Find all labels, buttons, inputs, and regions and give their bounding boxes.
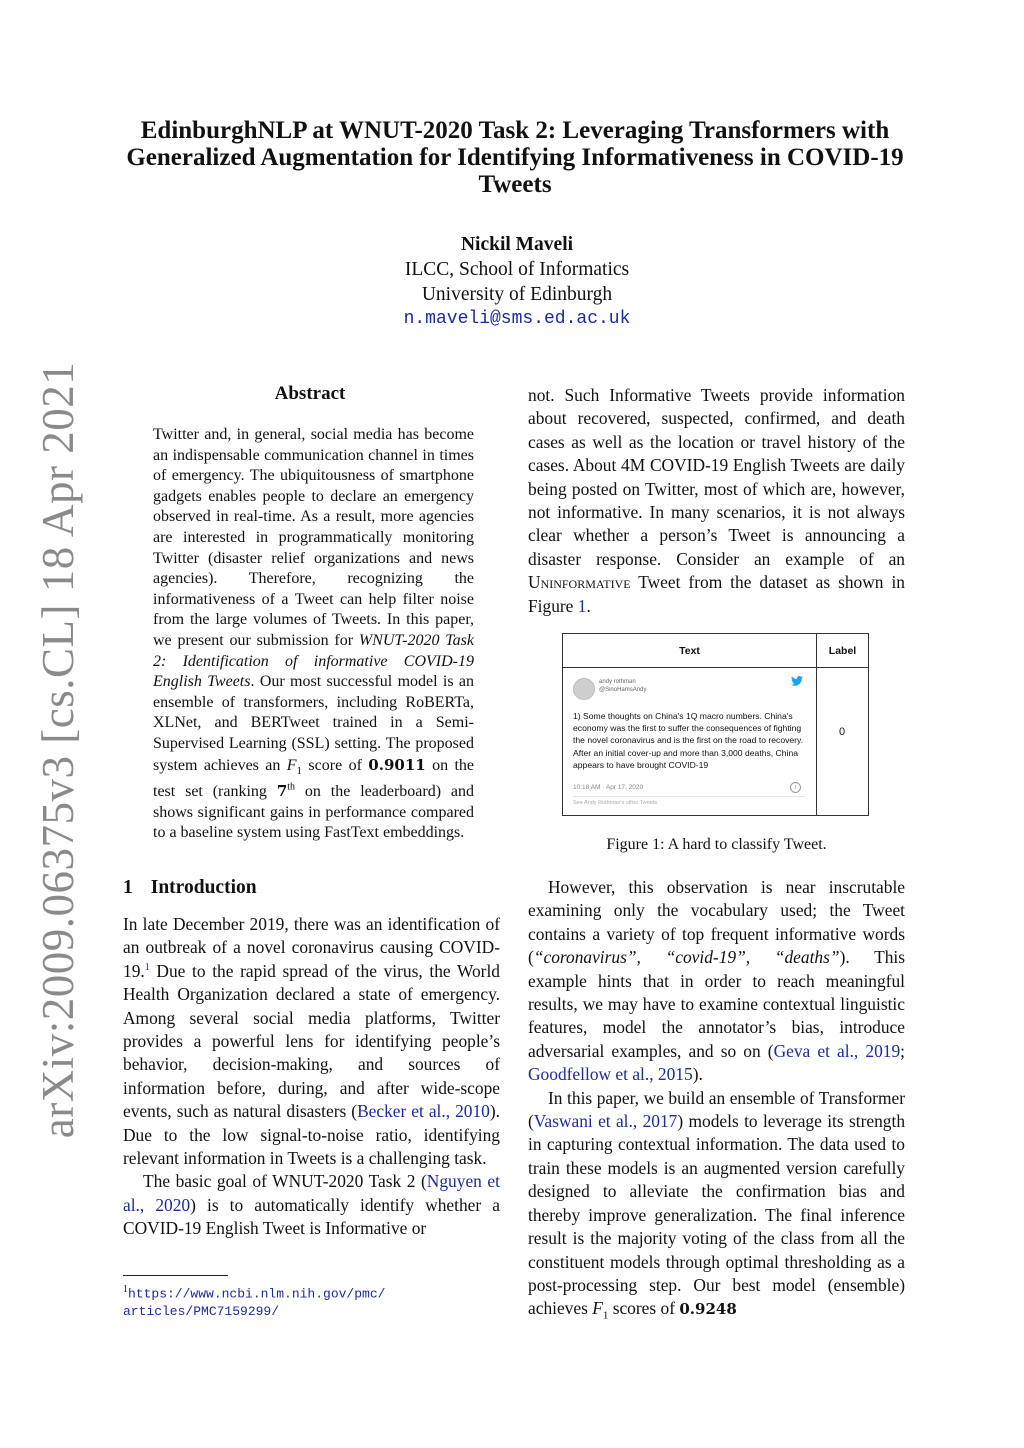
author-name: Nickil Maveli: [460, 234, 574, 255]
section-heading-introduction: [123, 877, 257, 899]
intro-left-column: [123, 913, 500, 1241]
intro-paragraph-1: [123, 913, 500, 1170]
table-label-value: 0: [838, 726, 846, 738]
section-number: 1: [123, 877, 133, 898]
tweet-user: [599, 678, 646, 694]
footnote-url-line-1[interactable]: https://www.ncbi.nlm.nih.gov/pmc/: [128, 1286, 386, 1302]
paragraph-text: In late December 2019, there was an identification of an outbreak of a novel coronavirus causing COVID-19.: [123, 914, 500, 981]
f1-subscript: 1: [602, 1309, 609, 1322]
tweet-user-handle: @SinoHamsAndy: [599, 687, 647, 693]
paragraph-text: The basic goal of WNUT-2020 Task 2 (: [143, 1171, 427, 1192]
paragraph-text: ) is to automatically identify whether a COVID-19 English Tweet is Informative or: [123, 1194, 500, 1239]
right-column-bottom: [528, 876, 905, 1328]
paragraph-text: Due to the rapid spread of the virus, the World Health Organization declared a state of emergency. Among several social media platforms, Twitter provides a powerful lens for identifying people’s behavior, decision-making, and sources of information before, during, and after wide-scope events, such as natural disasters (: [123, 960, 500, 1122]
paragraph-however: [528, 876, 905, 1087]
abstract-text: on the test set (ranking: [153, 756, 475, 801]
paragraph-text: ) models to leverage its strength in capturing contextual information. The data used to train these models is an augmented version carefully designed to alleviate the confirmation bias and thereby improve generalization. The final inference result is the majority voting of the class from all the constituent models through optimal thresholding as a post-processing step. Our best model (ensemble) achieves: [528, 1111, 906, 1319]
figure-ref-link[interactable]: 1: [577, 595, 587, 616]
uninformative-term: Uninformative: [528, 572, 631, 593]
table-header-text: Text: [563, 634, 816, 668]
tweet-footer: See Andy Rothman's other Tweets: [573, 800, 658, 806]
abstract-text: Twitter and, in general, social media has become an indispensable communication channel in times of emergency. The ubiquitousness of smartphone gadgets enables people to declare an emergency observed in real-time. As a result, more agencies are interested in programmatically monitoring Twitter (disaster relief organizations and news agencies). Therefore, recognizing the informativeness of a Tweet can help filter noise from the large volumes of Tweets. In this paper, we present our submission for: [153, 426, 474, 649]
citation-link[interactable]: Nguyen et al., 2020: [123, 1171, 500, 1215]
info-icon: i: [790, 782, 801, 793]
ensemble-score: 0.9248: [679, 1300, 737, 1319]
author-email-link[interactable]: n.maveli@sms.ed.ac.uk: [403, 309, 631, 329]
table-column-divider: [816, 668, 817, 815]
right-column-top: [528, 384, 905, 618]
citation-link[interactable]: Goodfellow et al., 2015: [528, 1064, 693, 1085]
paragraph-text: .: [586, 595, 591, 616]
paragraph-text: In this paper, we build an ensemble of Transformer (: [528, 1087, 905, 1132]
footnote-mark: 1: [123, 1284, 128, 1295]
author-block: [300, 232, 734, 332]
abstract-task-name: WNUT-2020 Task 2: Identification of informative COVID-19 English Tweets: [153, 631, 474, 691]
footnote-url-line-2[interactable]: articles/PMC7159299/: [123, 1304, 280, 1320]
tweet-text: 1) Some thoughts on China's 1Q macro numbers. China's economy was the first to suffer the consequences of fighting the novel coronavirus and is the first on the road to recovery. After an initial cover-up and more than 3,000 deaths, China appears to have brought COVID-19: [573, 711, 804, 770]
paragraph-text: However, this observation is near inscrutable examining only the vocabulary used; the Tweet contains a variety of top frequent informative words (: [528, 877, 905, 968]
section-title: Introduction: [150, 877, 257, 898]
twitter-bird-icon: [791, 676, 803, 686]
avatar: [573, 678, 595, 700]
f1-symbol: F: [592, 1298, 603, 1319]
paragraph-text: Tweet from the dataset as shown in Figure: [528, 572, 905, 616]
citation-link[interactable]: Vaswani et al., 2017: [533, 1111, 678, 1132]
intro-paragraph-2: [123, 1170, 500, 1240]
paragraph-text: ). Due to the low signal-to-noise ratio, identifying relevant information in Tweets is a challenging task.: [123, 1101, 500, 1169]
paragraph-text: not. Such Informative Tweets provide information about recovered, suspected, confirmed, and death cases as well as the location or travel history of the cases. About 4M COVID-19 English Tweets are daily being posted on Twitter, most of which are, however, not informative. In many scenarios, it is not always clear whether a person’s Tweet is announcing a disaster response. Consider an example of an: [528, 385, 905, 569]
figure-table: [562, 633, 869, 816]
author-university: University of Edinburgh: [421, 284, 613, 305]
abstract-rank: 7: [276, 782, 288, 801]
footnote-rule: [123, 1275, 228, 1276]
tweet-user-name: andy rothman: [599, 679, 636, 685]
paper-title: EdinburghNLP at WNUT-2020 Task 2: Leveraging Transformers with Generalized Augmentation for Identifying Informativeness in COVID-19 Tweets: [126, 117, 904, 198]
footnote-ref[interactable]: 1: [144, 962, 150, 974]
frequent-words: “coronavirus”, “covid-19”, “deaths”: [533, 947, 840, 968]
paragraph-text: ). This example hints that in order to reach meaningful results, we may have to examine contextual linguistic features, model the annotator’s bias, introduce adversarial examples, and so on (: [528, 947, 905, 1061]
table-header-label: Label: [816, 634, 868, 668]
abstract-rank-suffix: th: [287, 781, 296, 793]
abstract-text: on the leaderboard) and shows significant gains in performance compared to a baseline system using FastText embeddings.: [153, 783, 474, 842]
tweet-screenshot: [569, 674, 809, 810]
abstract-text: score of: [302, 756, 369, 774]
citation-link[interactable]: Geva et al., 2019: [773, 1040, 901, 1061]
author-affiliation: ILCC, School of Informatics: [404, 259, 630, 280]
citation-link[interactable]: Becker et al., 2010: [357, 1101, 490, 1122]
abstract-text: . Our most successful model is an ensemble of transformers, including RoBERTa, XLNet, and BERTweet trained in a Semi-Supervised Learning (SSL) setting. The proposed system achieves an: [153, 673, 474, 774]
abstract-body: [153, 425, 474, 844]
arxiv-stamp: arXiv:2009.06375v3 [cs.CL] 18 Apr 2021: [33, 361, 83, 1139]
abstract-score: 0.9011: [368, 755, 426, 774]
paragraph-in-this-paper: [528, 1087, 905, 1329]
figure-caption: Figure 1: A hard to classify Tweet.: [606, 836, 827, 853]
f1-symbol: F: [286, 756, 297, 774]
paragraph-text: ;: [900, 1040, 906, 1061]
paragraph-text: ).: [692, 1064, 703, 1085]
footnote: [123, 1281, 503, 1321]
tweet-divider: [573, 796, 805, 797]
f1-subscript: 1: [296, 764, 303, 777]
tweet-timestamp: 10:18 AM · Apr 17, 2020: [573, 784, 644, 791]
paragraph-text: scores of: [608, 1298, 680, 1319]
abstract-heading: Abstract: [274, 383, 346, 404]
